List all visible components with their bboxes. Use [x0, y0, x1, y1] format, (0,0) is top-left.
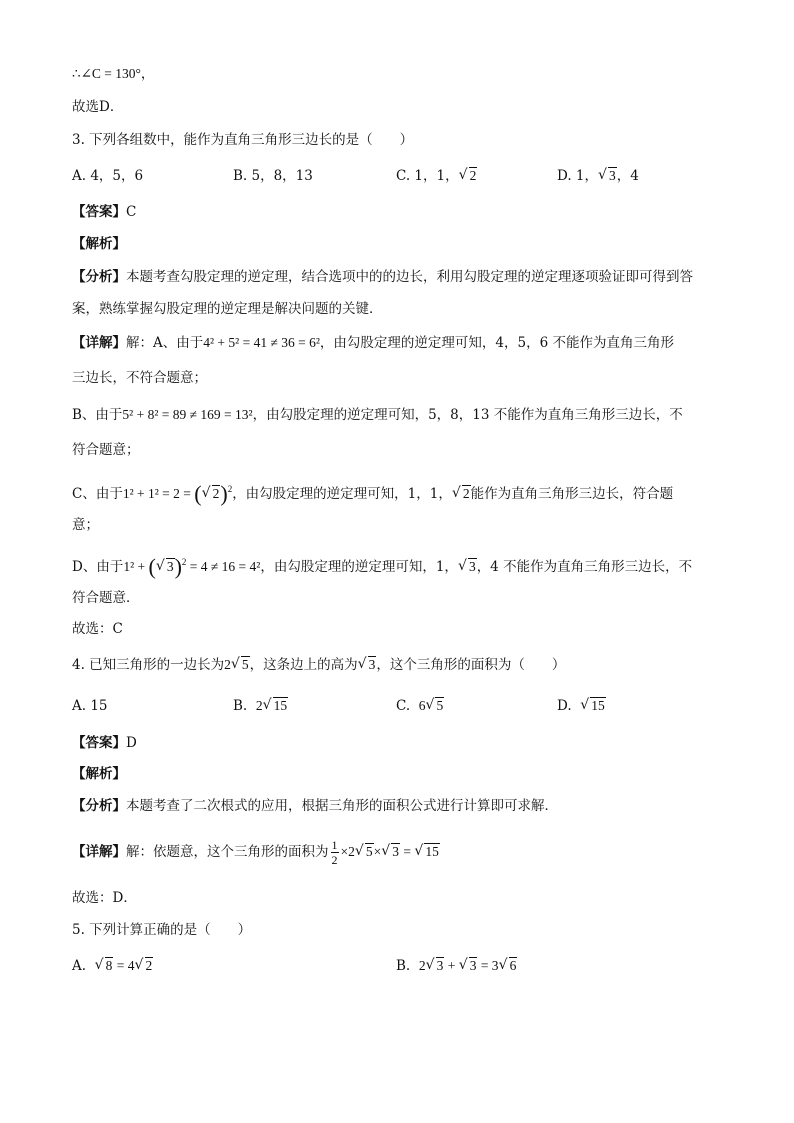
q4-b-prefix: B. — [233, 698, 248, 714]
q4-d-prefix: D. — [557, 698, 572, 714]
q4-prefix: 4. 已知三角形的一边长为 — [72, 657, 225, 673]
q3-option-a: A. 4，5，6 — [72, 168, 144, 184]
detail-c-suffix-2: 能作为直角三角形三边长，符合题 — [470, 486, 674, 502]
sqrt-symbol — [415, 836, 440, 868]
q5-option-b — [396, 956, 517, 976]
detail-4-radicand-3: 15 — [425, 844, 439, 859]
detail-3-d-cont: 符合题意． — [72, 590, 140, 606]
q4-option-c — [396, 696, 444, 716]
q3-d-prefix: D. 1， — [557, 168, 599, 184]
detail-4-prefix: 解：依题意，这个三角形的面积为 — [126, 844, 329, 860]
analysis-heading-4: 【解析】 — [72, 766, 126, 782]
q4-c-prefix: C. — [396, 698, 411, 714]
detail-d-math-1: 1² + — [123, 559, 149, 574]
detail-b-suffix: ，由勾股定理的逆定理可知，5，8，13 不能作为直角三角形三边长，不 — [252, 407, 683, 423]
q4-suffix: ，这个三角形的面积为（ ） — [376, 657, 566, 673]
answer-value: C — [126, 204, 137, 220]
detail-d-suffix: ，由勾股定理的逆定理可知，1， — [260, 559, 458, 575]
question-4 — [72, 655, 565, 675]
analysis-3-line-1 — [72, 267, 693, 287]
times-2: ×2 — [340, 844, 355, 859]
q3-option-d — [557, 166, 639, 186]
sqrt-symbol — [157, 557, 175, 577]
answer-tag: 【答案】 — [72, 204, 126, 220]
q5-a-prefix: A. — [72, 958, 87, 974]
sqrt-symbol — [203, 484, 221, 504]
fraction-one-half — [331, 838, 339, 867]
q4-b-coef: 2 — [255, 698, 263, 713]
xiangjie-tag: 【详解】 — [72, 844, 126, 860]
q3-option-b: B. 5，8，13 — [233, 168, 313, 184]
conclusion-angle-c: ∴∠C = 130°， — [72, 66, 155, 81]
q4-radicand: 5 — [241, 657, 249, 672]
detail-b-math: 5² + 8² = 89 ≠ 169 = 13² — [122, 407, 253, 422]
detail-a-suffix: ，由勾股定理的逆定理可知，4，5，6 不能作为直角三角形 — [319, 335, 674, 351]
times: × — [373, 844, 382, 859]
paren-open: ( — [194, 481, 202, 506]
detail-3-d — [72, 552, 692, 577]
answer-tag: 【答案】 — [72, 735, 126, 751]
detail-d-suffix-2: ，4 不能作为直角三角形三边长，不 — [476, 559, 693, 575]
detail-c-radicand: 2 — [212, 486, 220, 501]
q5-b-prefix: B. — [396, 958, 411, 974]
sqrt-symbol — [459, 557, 477, 577]
sqrt-symbol — [460, 166, 478, 186]
q3-d-radicand: 3 — [609, 168, 616, 183]
fenxi-text: 本题考查勾股定理的逆定理，结合选项中的的边长，利用勾股定理的逆定理逐项验证即可得到答 — [126, 269, 693, 285]
sqrt-symbol — [356, 836, 374, 868]
sqrt-symbol — [599, 166, 617, 186]
paren-open: ( — [148, 554, 156, 579]
q4-option-a: A. 15 — [72, 698, 108, 714]
fenxi-tag: 【分析】 — [72, 269, 126, 285]
q4-option-d — [557, 696, 606, 716]
detail-d-math-2: = 4 ≠ 16 = 4² — [186, 559, 261, 574]
sqrt-symbol — [426, 696, 444, 716]
detail-b-prefix: B、由于 — [72, 407, 123, 423]
fenxi-tag: 【分析】 — [72, 798, 126, 814]
q3-c-prefix: C. 1，1， — [396, 168, 459, 184]
answer-value: D — [126, 735, 137, 751]
sqrt-symbol — [427, 956, 445, 976]
detail-3-c — [72, 479, 673, 504]
paren-close: ) — [174, 554, 182, 579]
detail-c-suffix: ，由勾股定理的逆定理可知，1，1， — [232, 486, 452, 502]
answer-3 — [72, 202, 136, 222]
q4-b-radicand: 15 — [273, 698, 288, 713]
sqrt-symbol — [264, 696, 289, 716]
sqrt-symbol — [136, 956, 154, 976]
detail-d-radicand: 3 — [166, 559, 174, 574]
q3-option-c — [396, 166, 477, 186]
q5-a-radicand-2: 2 — [145, 958, 153, 973]
equals: = — [400, 844, 415, 859]
q4-radicand-2: 3 — [368, 657, 376, 672]
q5-a-eq: = 4 — [113, 958, 135, 973]
fraction-numerator: 1 — [331, 838, 338, 852]
answer-choice-d: 故选D． — [72, 99, 124, 115]
final-choice-3: 故选：C — [72, 621, 123, 637]
fenxi-text: 本题考查了二次根式的应用，根据三角形的面积公式进行计算即可求解． — [126, 798, 558, 814]
detail-d-radicand-2: 3 — [468, 559, 476, 574]
q3-c-radicand: 2 — [469, 168, 477, 183]
exponent: 2 — [181, 557, 187, 567]
detail-3-a — [72, 333, 674, 353]
exponent: 2 — [227, 484, 233, 494]
sqrt-symbol — [359, 655, 377, 675]
sqrt-symbol — [500, 956, 518, 976]
q4-mid: ，这条边上的高为 — [249, 657, 358, 673]
q5-b-radicand: 3 — [436, 958, 444, 973]
q5-b-plus: + — [444, 958, 459, 973]
q3-d-suffix: ，4 — [616, 168, 639, 184]
xiangjie-tag: 【详解】 — [72, 335, 126, 351]
final-choice-4: 故选：D． — [72, 890, 137, 906]
sqrt-symbol — [232, 655, 250, 675]
q4-coef: 2 — [224, 657, 231, 672]
answer-4 — [72, 733, 137, 753]
detail-4-radicand-2: 3 — [392, 844, 399, 859]
q5-b-radicand-3: 6 — [509, 958, 517, 973]
detail-3-a-cont: 三边长，不符合题意； — [72, 370, 207, 386]
detail-3-b — [72, 405, 683, 425]
q5-option-a — [72, 956, 153, 976]
detail-3-b-cont: 符合题意； — [72, 442, 140, 458]
sqrt-symbol — [382, 836, 400, 868]
q5-b-eq: = 3 — [477, 958, 499, 973]
sqrt-symbol — [460, 956, 478, 976]
q4-c-radicand: 5 — [436, 698, 444, 713]
detail-c-math: 1² + 1² = 2 = — [122, 486, 195, 501]
sqrt-symbol — [453, 484, 471, 504]
paren-close: ) — [220, 481, 228, 506]
detail-a-prefix: 解：A、由于 — [126, 335, 204, 351]
detail-c-radicand-2: 2 — [462, 486, 470, 501]
question-3: 3. 下列各组数中，能作为直角三角形三边长的是（ ） — [72, 132, 414, 148]
detail-c-prefix: C、由于 — [72, 486, 123, 502]
question-5: 5. 下列计算正确的是（ ） — [72, 922, 252, 938]
detail-a-math: 4² + 5² = 41 ≠ 36 = 6² — [203, 335, 320, 350]
sqrt-symbol — [581, 696, 606, 716]
q5-b-coef: 2 — [418, 958, 426, 973]
fraction-denominator: 2 — [331, 853, 338, 867]
analysis-4 — [72, 796, 558, 816]
q5-a-radicand: 8 — [105, 958, 113, 973]
q4-option-b — [233, 696, 288, 716]
q5-b-radicand-2: 3 — [469, 958, 477, 973]
detail-4 — [72, 836, 440, 868]
detail-d-prefix: D、由于 — [72, 559, 124, 575]
analysis-3-line-2: 案，熟练掌握勾股定理的逆定理是解决问题的关键． — [72, 301, 383, 317]
detail-4-radicand-1: 5 — [365, 844, 373, 859]
q4-d-radicand: 15 — [591, 698, 605, 713]
detail-3-c-cont: 意； — [72, 517, 99, 533]
sqrt-symbol — [96, 956, 114, 976]
q4-c-coef: 6 — [418, 698, 426, 713]
analysis-heading-3: 【解析】 — [72, 236, 126, 252]
